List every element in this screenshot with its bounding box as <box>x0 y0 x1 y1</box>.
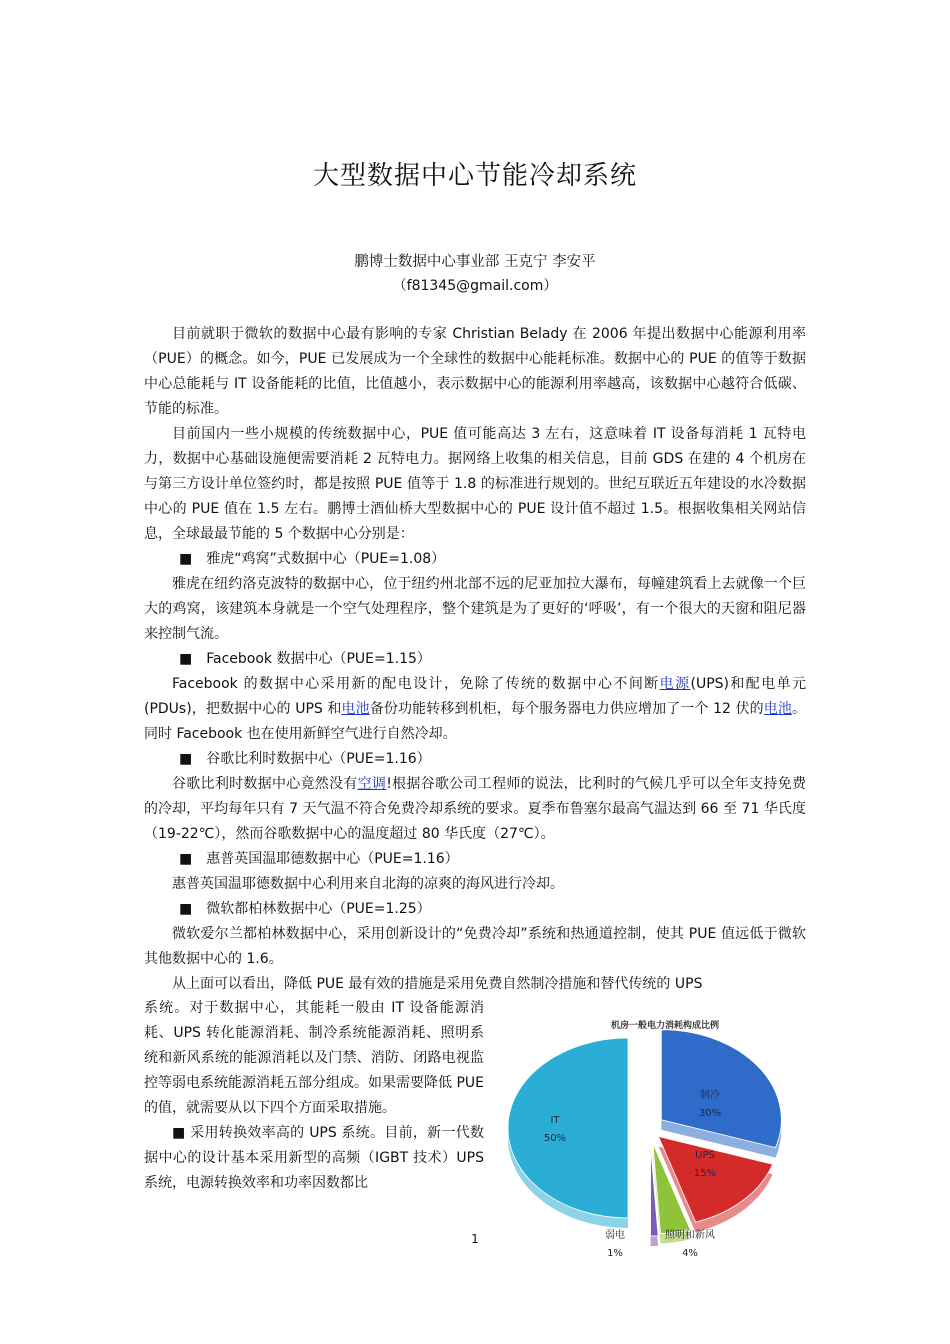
pie-slice-label: UPS <box>695 1150 715 1161</box>
document-title: 大型数据中心节能冷却系统 <box>312 161 637 191</box>
chart-title: 机房一般电力消耗构成比例 <box>610 1021 720 1031</box>
heading-microsoft-text: 微软都柏林数据中心（PUE=1.25） <box>206 901 431 917</box>
heading-google-text: 谷歌比利时数据中心（PUE=1.16） <box>206 751 431 767</box>
pie-slice <box>508 1038 628 1218</box>
bullet-square-icon: ■ <box>179 901 193 917</box>
pie-slice-value-label: 4% <box>682 1248 698 1259</box>
heading-yahoo-text: 雅虎“鸡窝”式数据中心（PUE=1.08） <box>206 551 446 567</box>
link-air-conditioning[interactable]: 空调 <box>357 776 387 792</box>
body-text-narrow <box>144 996 484 1196</box>
paragraph-facebook <box>144 672 806 747</box>
heading-facebook-text: Facebook 数据中心（PUE=1.15） <box>206 651 431 667</box>
pie-slice-label: IT <box>550 1115 560 1126</box>
text-span: !根据谷歌公司工程师的说法，比利时的气候几乎可以全年支持免费的冷却，平均每年只有 7 天气温不符合免费冷却系统的要求。夏季布鲁塞尔最高气温达到 66 至 71 华氏度（19-22℃），然而谷歌数据中心的温度超过 80 华氏度（27℃）。 <box>144 776 806 842</box>
heading-microsoft <box>144 897 806 922</box>
paragraph-ups: ■ 采用转换效率高的 UPS 系统。目前，新一代数据中心的设计基本采用新型的高频（IGBT 技术）UPS 系统，电源转换效率和功率因数都比 <box>144 1125 484 1191</box>
paragraph-microsoft: 微软爱尔兰都柏林数据中心，采用创新设计的“免费冷却”系统和热通道控制，使其 PUE 值远低于微软其他数据中心的 1.6。 <box>144 926 806 967</box>
paragraph-hp: 惠普英国温耶德数据中心利用来自北海的凉爽的海风进行冷却。 <box>172 876 564 892</box>
paragraph-summary: 从上面可以看出，降低 PUE 最有效的措施是采用免费自然制冷措施和替代传统的 UPS <box>172 976 703 992</box>
link-battery[interactable]: 电池 <box>341 701 370 717</box>
text-span: 谷歌比利时数据中心竟然没有 <box>172 776 358 792</box>
bullet-square-icon: ■ <box>179 751 193 767</box>
link-power[interactable]: 电源 <box>659 676 691 692</box>
body-text <box>144 322 806 997</box>
link-battery-2[interactable]: 电池 <box>763 701 793 717</box>
author-email: （f81345@gmail.com） <box>392 278 558 294</box>
heading-google <box>144 747 806 772</box>
pie-slice-value-label: 15% <box>693 1168 717 1179</box>
bullet-square-icon: ■ <box>179 551 193 567</box>
pie-slice-value-label: 30% <box>698 1108 722 1119</box>
heading-hp-text: 惠普英国温耶德数据中心（PUE=1.16） <box>206 851 459 867</box>
pie-chart <box>500 1010 800 1259</box>
text-span: 备份功能转移到机柜，每个服务器电力供应增加了一个 12 伏的 <box>369 701 764 717</box>
pie-slice-label: 制冷 <box>700 1090 720 1101</box>
heading-yahoo <box>144 547 806 572</box>
paragraph-intro: 目前就职于微软的数据中心最有影响的专家 Christian Belady 在 2006 年提出数据中心能源利用率（PUE）的概念。如今，PUE 已发展成为一个全球性的数据中心能耗标准。数据中心的 PUE 的值等于数据中心总能耗与 IT 设备能耗的比值，比值越小，表示数据中心的能源利用率越高，该数据中心越符合低碳、节能的标准。 <box>144 326 806 417</box>
heading-hp <box>144 847 806 872</box>
pie-slice-label: 弱电 <box>605 1230 625 1241</box>
bullet-square-icon: ■ <box>179 651 193 667</box>
authors-line: 鹏博士数据中心事业部 王克宁 李安平 <box>354 254 596 270</box>
text-span: 。同时 Facebook 也在使用新鲜空气进行自然冷却。 <box>144 701 807 742</box>
paragraph-domestic: 目前国内一些小规模的传统数据中心，PUE 值可能高达 3 左右，这意味着 IT 设备每消耗 1 瓦特电力，数据中心基础设施便需要消耗 2 瓦特电力。据网络上收集的相关信息，目前 GDS 在建的 4 个机房在与第三方设计单位签约时，都是按照 PUE 值等于 1.8 的标准进行规划的。世纪互联近五年建设的水冷数据中心的 PUE 值在 1.5 左右。鹏博士酒仙桥大型数据中心的 PUE 设计值不超过 1.5。根据收集相关网站信息，全球最最节能的 5 个数据中心分别是： <box>144 426 806 542</box>
heading-facebook <box>144 647 806 672</box>
paragraph-yahoo: 雅虎在纽约洛克波特的数据中心，位于纽约州北部不远的尼亚加拉大瀑布，每幢建筑看上去就像一个巨大的鸡窝，该建筑本身就是一个空气处理程序，整个建筑是为了更好的‘呼吸’，有一个很大的天窗和阻尼器来控制气流。 <box>144 576 806 642</box>
text-span: (UPS)和配电单元(PDUs)，把数据中心的 UPS 和 <box>144 676 807 717</box>
text-span: Facebook 的数据中心采用新的配电设计，免除了传统的数据中心不间断 <box>172 676 660 692</box>
paragraph-google <box>144 772 806 847</box>
pie-slice-value-label: 1% <box>607 1248 623 1259</box>
bullet-square-icon: ■ <box>179 851 193 867</box>
pie-slice-label: 照明和新风 <box>665 1230 715 1241</box>
page-number: 1 <box>471 1232 479 1246</box>
pie-slice-value-label: 50% <box>543 1133 567 1144</box>
paragraph-energy-composition: 系统。对于数据中心，其能耗一般由 IT 设备能源消耗、UPS 转化能源消耗、制冷系统能源消耗、照明系统和新风系统的能源消耗以及门禁、消防、闭路电视监控等弱电系统能源消耗五部分组成。如果需要降低 PUE 的值，就需要从以下四个方面采取措施。 <box>144 1000 484 1116</box>
